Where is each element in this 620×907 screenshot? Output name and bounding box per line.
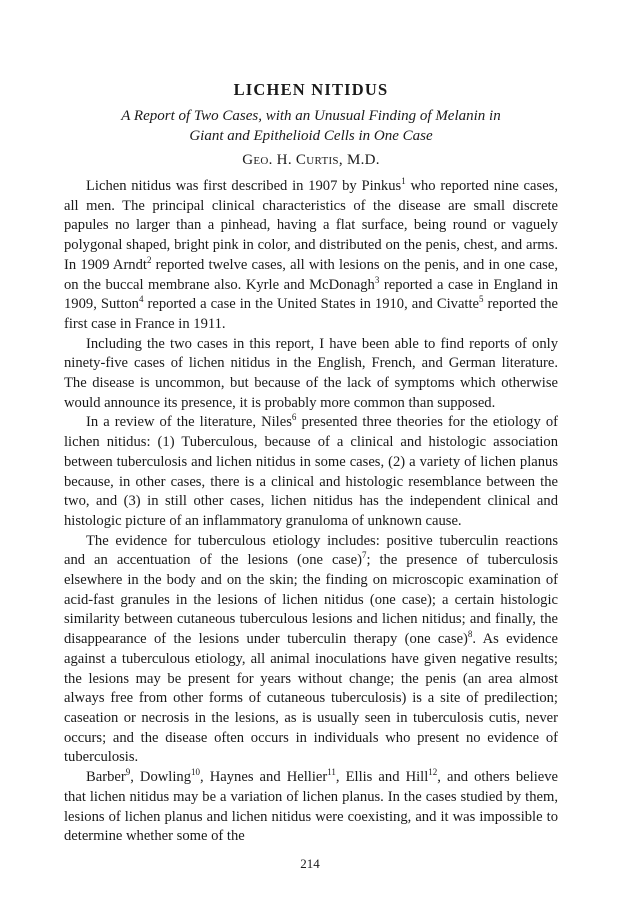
footnote-ref: 7 — [361, 550, 367, 561]
footnote-ref: 1 — [401, 176, 406, 187]
page-number: 214 — [300, 856, 320, 871]
footnote-ref: 10 — [191, 767, 201, 778]
footnote-ref: 11 — [327, 767, 336, 778]
paragraph: Including the two cases in this report, I have been able to find reports of only ninety-five cases of lichen nitidus in the English, French, and German literature. The disease is uncommon, but because of the lack of symptoms which otherwise would announce its presence, it is probably more common than supposed. — [64, 335, 558, 411]
article-subtitle-line-2: Giant and Epithelioid Cells in One Case — [189, 128, 433, 144]
footnote-ref: 2 — [146, 254, 152, 265]
article-author: Geo. H. Curtis, M.D. — [242, 152, 380, 168]
paragraph: Barber$^9$, Dowling$^{10}$, Haynes and Hellier$^{11}$, Ellis and Hill$^{12}$, and others believe that lichen nitidus may be a variation of lichen planus. In the cases studied by them, lesions of lichen planus and lichen nitidus were coexisting, and it was impossible to determine whether some of the — [64, 767, 558, 845]
article-subtitle-line-1: A Report of Two Cases, with an Unusual Finding of Melanin in — [121, 108, 501, 124]
footnote-ref: 4 — [138, 294, 144, 305]
footnote-ref: 8 — [467, 629, 473, 640]
article-title: LICHEN NITIDUS — [233, 80, 389, 99]
footnote-ref: 6 — [291, 412, 297, 423]
article-subtitle — [64, 106, 558, 146]
article-page — [64, 80, 558, 847]
footnote-ref: 5 — [479, 294, 484, 305]
paragraph: Lichen nitidus was first described in 1907 by Pinkus$^1$ who reported nine cases, all men. The principal clinical characteristics of the disease are small discrete papules no larger than a pinhead, having a flat surface, being round or vaguely polygonal shaped, bright pink in color, and distributed on the penis, chest, and arms. In 1909 Arndt$^2$ reported twelve cases, all with lesions on the penis, and in one case, on the buccal membrane also. Kyrle and McDonagh$^3$ reported a case in England in 1909, Sutton$^4$ reported a case in the United States in 1910, and Civatte$^5$ reported the first case in France in 1911. — [64, 176, 559, 332]
footnote-ref: 12 — [428, 767, 438, 778]
footnote-ref: 9 — [125, 767, 131, 778]
paragraph: In a review of the literature, Niles$^6$ presented three theories for the etiology of lichen nitidus: (1) Tuberculous, because of a clinical and histologic association between tuberculosis and lichen nitidus in some cases, (2) a variety of lichen planus because, in other cases, there is a clinical and histologic resemblance between the two, and (3) in still other cases, lichen nitidus has the independent clinical and histologic picture of an inflammatory granuloma of unknown cause. — [64, 412, 558, 529]
article-body — [64, 177, 558, 847]
paragraph: The evidence for tuberculous etiology includes: positive tuberculin reactions and an accentuation of the lesions (one case)$^7$; the presence of tuberculosis elsewhere in the body and on the skin; the finding on microscopic examination of acid-fast granules in the lesions of lichen nitidus (one case); a certain histologic similarity between cutaneous tuberculous lesions and lichen nitidus; and finally, the disappearance of the lesions under tuberculin therapy (one case)$^8$. As evidence against a tuberculous etiology, all animal inoculations have given negative results; the lesions may be present for years without change; the penis (an area almost always free from other forms of cutaneous tuberculosis) is a site of predilection; caseation or necrosis in the lesions, as is usually seen in tuberculosis cutis, never occurs; and the disease often occurs in individuals who present no evidence of tuberculosis. — [64, 532, 558, 766]
footnote-ref: 3 — [374, 274, 380, 285]
